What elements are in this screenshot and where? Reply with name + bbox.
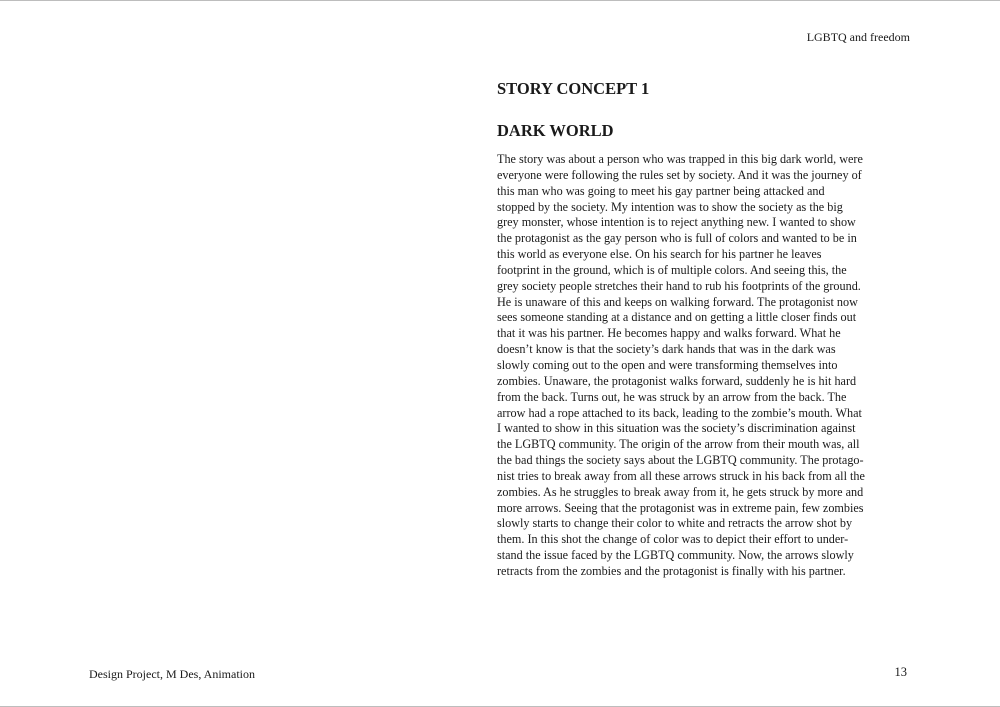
body-text-line: more arrows. Seeing that the protagonist was in extreme pain, few zombies xyxy=(497,500,864,515)
footer-course-label: Design Project, M Des, Animation xyxy=(89,667,255,681)
body-text-line: doesn’t know is that the society’s dark hands that was in the dark was xyxy=(497,342,836,357)
body-text-line: this world as everyone else. On his search for his partner he leaves xyxy=(497,247,822,262)
body-text-line: slowly coming out to the open and were transforming themselves into xyxy=(497,357,838,372)
body-text-line: sees someone standing at a distance and on getting a little closer finds out xyxy=(497,310,857,325)
body-text-line: stand the issue faced by the LGBTQ community. Now, the arrows slowly xyxy=(497,548,854,563)
body-text-line: this man who was going to meet his gay partner being attacked and xyxy=(497,183,825,198)
body-text-line: everyone were following the rules set by society. And it was the journey of xyxy=(497,167,862,182)
body-text-line: the protagonist as the gay person who is full of colors and wanted to be in xyxy=(497,231,857,246)
body-text-line: grey monster, whose intention is to reject anything new. I wanted to show xyxy=(497,215,856,230)
body-text-line: that it was his partner. He becomes happy and walks forward. What he xyxy=(497,326,841,341)
body-text-line: them. In this shot the change of color was to depict their effort to under- xyxy=(497,532,849,547)
body-text-line: retracts from the zombies and the protagonist is finally with his partner. xyxy=(497,563,846,578)
body-text-line: stopped by the society. My intention was to show the society as the big xyxy=(497,199,843,214)
section-heading: DARK WORLD xyxy=(497,121,614,140)
page-number: 13 xyxy=(894,665,907,679)
body-text-line: footprint in the ground, which is of multiple colors. And seeing this, the xyxy=(497,262,847,277)
body-text-line: The story was about a person who was trapped in this big dark world, were xyxy=(497,152,863,166)
running-header: LGBTQ and freedom xyxy=(806,30,910,44)
body-text-line: I wanted to show in this situation was the society’s discrimination against xyxy=(497,421,856,436)
page-title: STORY CONCEPT 1 xyxy=(497,79,650,98)
page-top-border xyxy=(0,0,1000,1)
body-text-line: the LGBTQ community. The origin of the arrow from their mouth was, all xyxy=(497,437,860,452)
body-text-line: arrow had a rope attached to its back, leading to the zombie’s mouth. What xyxy=(497,405,862,420)
body-text-line: He is unaware of this and keeps on walking forward. The protagonist now xyxy=(497,294,858,309)
body-text-line: zombies. As he struggles to break away from it, he gets struck by more and xyxy=(497,484,864,499)
body-text-line: slowly starts to change their color to white and retracts the arrow shot by xyxy=(497,516,853,531)
body-text-line: grey society people stretches their hand to rub his footprints of the ground. xyxy=(497,278,861,293)
body-text-line: the bad things the society says about the LGBTQ community. The protago- xyxy=(497,453,864,468)
body-text-line: nist tries to break away from all these arrows struck in his back from all the xyxy=(497,468,865,483)
body-text-line: from the back. Turns out, he was struck by an arrow from the back. The xyxy=(497,389,847,404)
body-text-line: zombies. Unaware, the protagonist walks forward, suddenly he is hit hard xyxy=(497,373,857,388)
story-body-text xyxy=(497,152,907,580)
